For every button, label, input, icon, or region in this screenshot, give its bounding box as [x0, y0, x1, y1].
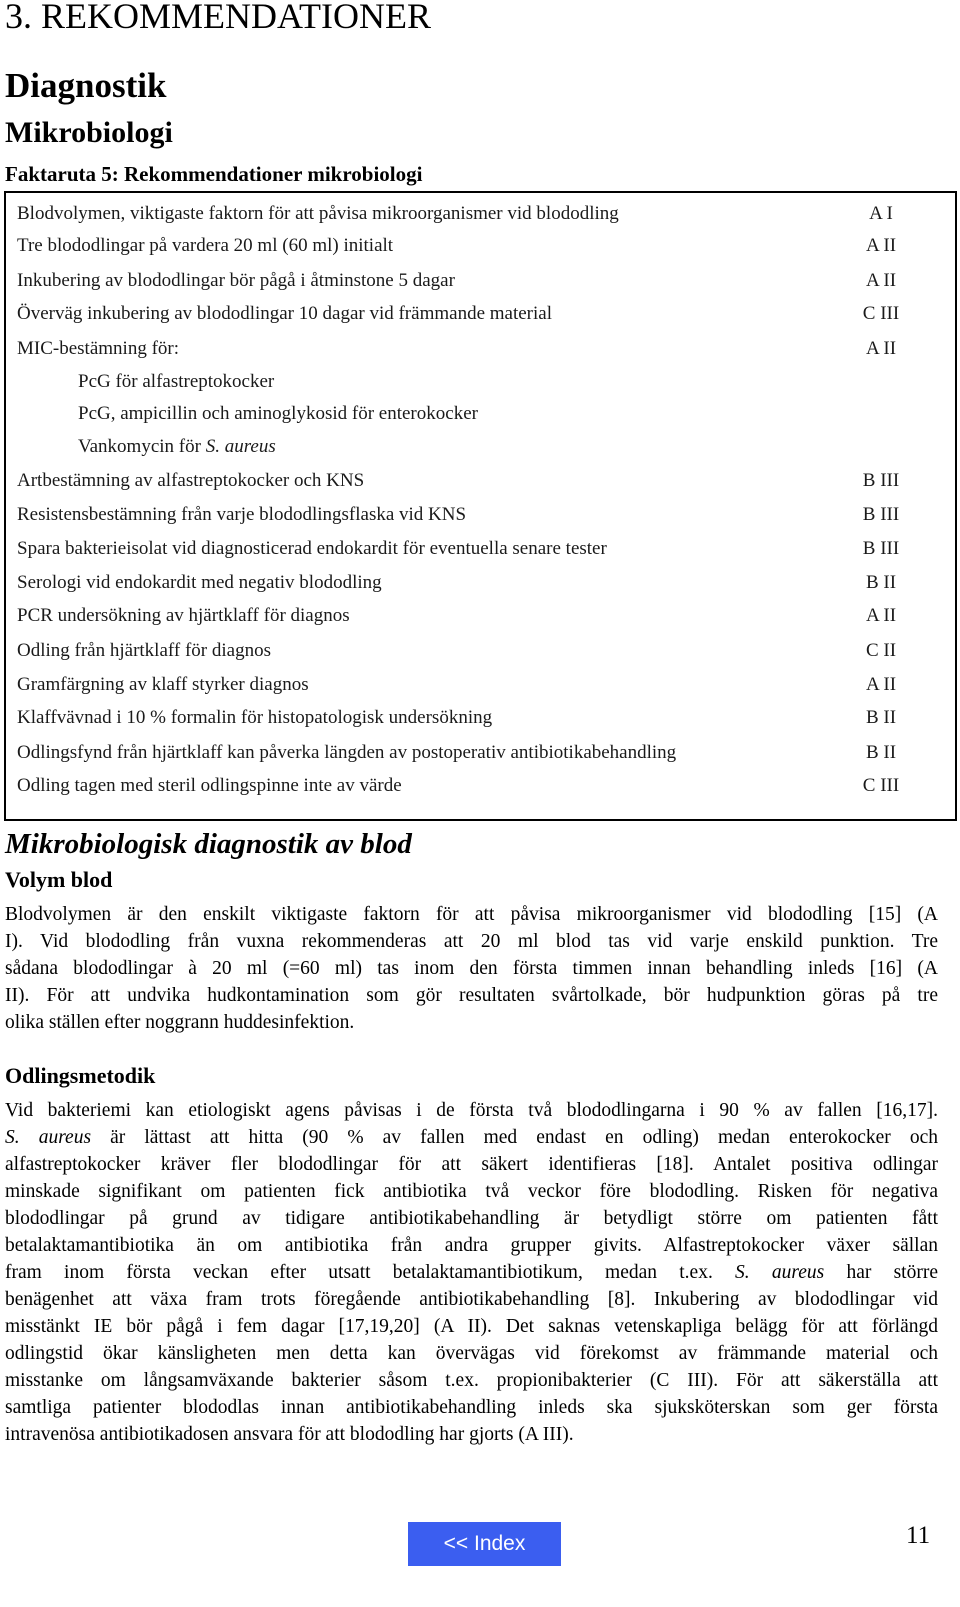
- factbox-row: [6, 500, 955, 530]
- factbox-row-text: [17, 500, 466, 530]
- factbox-row-label: Odling tagen med steril odlingspinne inte av värde: [17, 775, 402, 796]
- evidence-grade: B II: [865, 707, 897, 728]
- paragraph-line: [5, 1313, 938, 1340]
- factbox-row: [6, 601, 955, 631]
- heading-volym-blod: Volym blod: [5, 867, 113, 892]
- heading-mikrobiologi: Mikrobiologi: [5, 116, 173, 149]
- factbox-row-text: [17, 601, 350, 631]
- factbox-row-label: Tre blododlingar på vardera 20 ml (60 ml) initialt: [17, 235, 394, 256]
- factbox-row: [6, 266, 955, 296]
- paragraph-line: [5, 1259, 938, 1286]
- factbox-row-text: [17, 568, 382, 598]
- factbox-row-text: [17, 738, 676, 768]
- factbox-row: [6, 636, 955, 666]
- factbox-row: [6, 466, 955, 496]
- factbox-row-label: Odling från hjärtklaff för diagnos: [17, 640, 271, 661]
- paragraph-text: misstanke om långsamväxande bakterier såsom t.ex. propionibakterier (C III). För att säkerställa att: [5, 1370, 938, 1391]
- factbox-row-label: Klaffvävnad i 10 % formalin för histopatologisk undersökning: [17, 707, 493, 728]
- paragraph-line: [5, 1151, 938, 1178]
- paragraph-line: [5, 1097, 938, 1124]
- factbox-row-text: [17, 266, 455, 296]
- paragraph-line: [5, 1124, 938, 1151]
- factbox-row-label: Resistensbestämning från varje blododlingsflaska vid KNS: [17, 504, 467, 525]
- factbox-row-label: Artbestämning av alfastreptokocker och KNS: [17, 470, 365, 491]
- heading-blod: Mikrobiologisk diagnostik av blod: [5, 828, 412, 860]
- heading-odlingsmetodik: Odlingsmetodik: [5, 1063, 156, 1088]
- factbox-row: [6, 771, 955, 801]
- evidence-grade: A II: [865, 674, 897, 695]
- species-name: S. aureus: [5, 1127, 92, 1148]
- factbox-row-text: [17, 703, 492, 733]
- paragraph-line: I). Vid blododling från vuxna rekommenderas att 20 ml blod tas vid varje enskild punktion. Tre: [5, 931, 938, 952]
- paragraph-text: är lättast att hitta (90 % av fallen med endast en odling) medan enterokocker och: [91, 1127, 938, 1148]
- factbox-row: [6, 367, 955, 397]
- factbox-row: [6, 399, 955, 429]
- factbox-row: [6, 568, 955, 598]
- factbox-row-text: [17, 199, 619, 229]
- paragraph-line: [5, 1178, 938, 1205]
- factbox-row: [6, 738, 955, 768]
- factbox-row: [6, 299, 955, 329]
- factbox-row-label: Odlingsfynd från hjärtklaff kan påverka längden av postoperativ antibiotikabehandling: [17, 742, 677, 763]
- paragraph-line: [5, 1421, 938, 1448]
- factbox-title: Faktaruta 5: Rekommendationer mikrobiologi: [5, 162, 423, 186]
- paragraph-line: sådana blododlingar à 20 ml (=60 ml) tas inom den första timmen innan behandling inleds [16] (A: [5, 958, 938, 979]
- factbox-row: [6, 670, 955, 700]
- factbox-row-label: Vankomycin för: [78, 436, 206, 457]
- factbox-row-text: [78, 432, 276, 462]
- factbox-row-text: [78, 367, 274, 397]
- paragraph-text: betalaktamantibiotika än om antibiotika från andra grupper givits. Alfastreptokocker växer sällan: [5, 1235, 938, 1256]
- evidence-grade: C III: [862, 303, 900, 324]
- factbox-row-label: MIC-bestämning för:: [17, 338, 180, 359]
- factbox-row-text: [17, 231, 393, 261]
- evidence-grade: B III: [862, 538, 900, 559]
- paragraph-text: odlingstid ökar känsligheten men detta kan övervägas vid förekomst av främmande material och: [5, 1343, 938, 1364]
- factbox-row: [6, 199, 955, 229]
- evidence-grade: A II: [865, 338, 897, 359]
- factbox-row-text: [17, 670, 309, 700]
- evidence-grade: A I: [869, 203, 893, 224]
- paragraph-text: misstänkt IE bör pågå i fem dagar [17,19,20] (A II). Det saknas vetenskapliga belägg för att förlängd: [5, 1316, 938, 1337]
- factbox-row: [6, 231, 955, 261]
- factbox-row-text: [17, 771, 402, 801]
- evidence-grade: A II: [865, 235, 897, 256]
- factbox-row-text: [78, 399, 478, 429]
- paragraph-line: Blodvolymen är den enskilt viktigaste faktorn för att påvisa mikroorganismer vid blododling [15] (A: [5, 904, 938, 925]
- factbox-row: [6, 432, 955, 462]
- factbox-row: [6, 334, 955, 364]
- paragraph-text: intravenösa antibiotikadosen ansvara för att blododling har gjorts (A III).: [5, 1424, 574, 1445]
- factbox-row-label: PcG, ampicillin och aminoglykosid för enterokocker: [78, 403, 478, 424]
- evidence-grade: C III: [862, 775, 900, 796]
- species-name: S. aureus: [735, 1262, 825, 1283]
- evidence-grade: B III: [862, 470, 900, 491]
- paragraph-text: samtliga patienter blododlas innan antibiotikabehandling inleds ska sjuksköterskan som ger första: [5, 1397, 938, 1418]
- evidence-grade: B II: [865, 572, 897, 593]
- evidence-grade: A II: [865, 605, 897, 626]
- paragraph-text: benägenhet att växa fram trots föregående antibiotikabehandling [8]. Inkubering av blododlingar vid: [5, 1289, 938, 1310]
- evidence-grade: C II: [865, 640, 897, 661]
- paragraph-line: [5, 1286, 938, 1313]
- factbox-row-text: [17, 636, 271, 666]
- paragraph-line: II). För att undvika hudkontamination som gör resultaten svårtolkade, bör hudpunktion göras på tre: [5, 985, 938, 1006]
- paragraph-text: fram inom första veckan efter utsatt betalaktamantibiotikum, medan t.ex.: [5, 1262, 736, 1283]
- factbox-row-text: [17, 299, 552, 329]
- paragraph-line: [5, 1394, 938, 1421]
- factbox-row-text: [17, 334, 179, 364]
- paragraph-text: blododlingar på grund av tidigare antibiotikabehandling är betydligt större om patienten fått: [5, 1208, 938, 1229]
- paragraph-text: Vid bakteriemi kan etiologiskt agens påvisas i de första två blododlingarna i 90 % av fallen [16,17].: [5, 1100, 938, 1121]
- paragraph-text: minskade signifikant om patienten fick antibiotika två veckor före blododling. Risken för negativa: [5, 1181, 938, 1202]
- factbox-row-label: PcG för alfastreptokocker: [78, 371, 275, 392]
- paragraph-volym: [5, 901, 938, 1036]
- paragraph-line: [5, 1205, 938, 1232]
- evidence-grade: A II: [865, 270, 897, 291]
- heading-diagnostik: Diagnostik: [5, 66, 167, 105]
- paragraph-line: [5, 1340, 938, 1367]
- section-heading: 3. REKOMMENDATIONER: [5, 0, 431, 36]
- index-button[interactable]: << Index: [408, 1522, 561, 1566]
- factbox-row-text: [17, 534, 607, 564]
- evidence-grade: B III: [862, 504, 900, 525]
- factbox-row-label: Inkubering av blododlingar bör pågå i åtminstone 5 dagar: [17, 270, 455, 291]
- factbox-row-label: Gramfärgning av klaff styrker diagnos: [17, 674, 309, 695]
- factbox-row: [6, 703, 955, 733]
- paragraph-odlingsmetodik: [5, 1097, 938, 1448]
- factbox-row-label: Överväg inkubering av blododlingar 10 dagar vid främmande material: [17, 303, 552, 324]
- paragraph-text: alfastreptokocker kräver fler blododlingar för att säkert identifieras [18]. Antalet positiva odlingar: [5, 1154, 938, 1175]
- paragraph-line: [5, 1367, 938, 1394]
- factbox-row-italic: S. aureus: [205, 436, 276, 457]
- factbox-row-label: PCR undersökning av hjärtklaff för diagnos: [17, 605, 350, 626]
- paragraph-line: [5, 1232, 938, 1259]
- paragraph-text: har större: [824, 1262, 938, 1283]
- evidence-grade: B II: [865, 742, 897, 763]
- factbox: [4, 191, 957, 821]
- page-number: 11: [906, 1522, 931, 1549]
- factbox-row-label: Serologi vid endokardit med negativ blododling: [17, 572, 382, 593]
- factbox-row-label: Spara bakterieisolat vid diagnosticerad endokardit för eventuella senare tester: [17, 538, 607, 559]
- factbox-row-label: Blodvolymen, viktigaste faktorn för att påvisa mikroorganismer vid blododling: [17, 203, 619, 224]
- paragraph-line: olika ställen efter noggrann huddesinfektion.: [5, 1012, 355, 1033]
- factbox-row-text: [17, 466, 364, 496]
- factbox-row: [6, 534, 955, 564]
